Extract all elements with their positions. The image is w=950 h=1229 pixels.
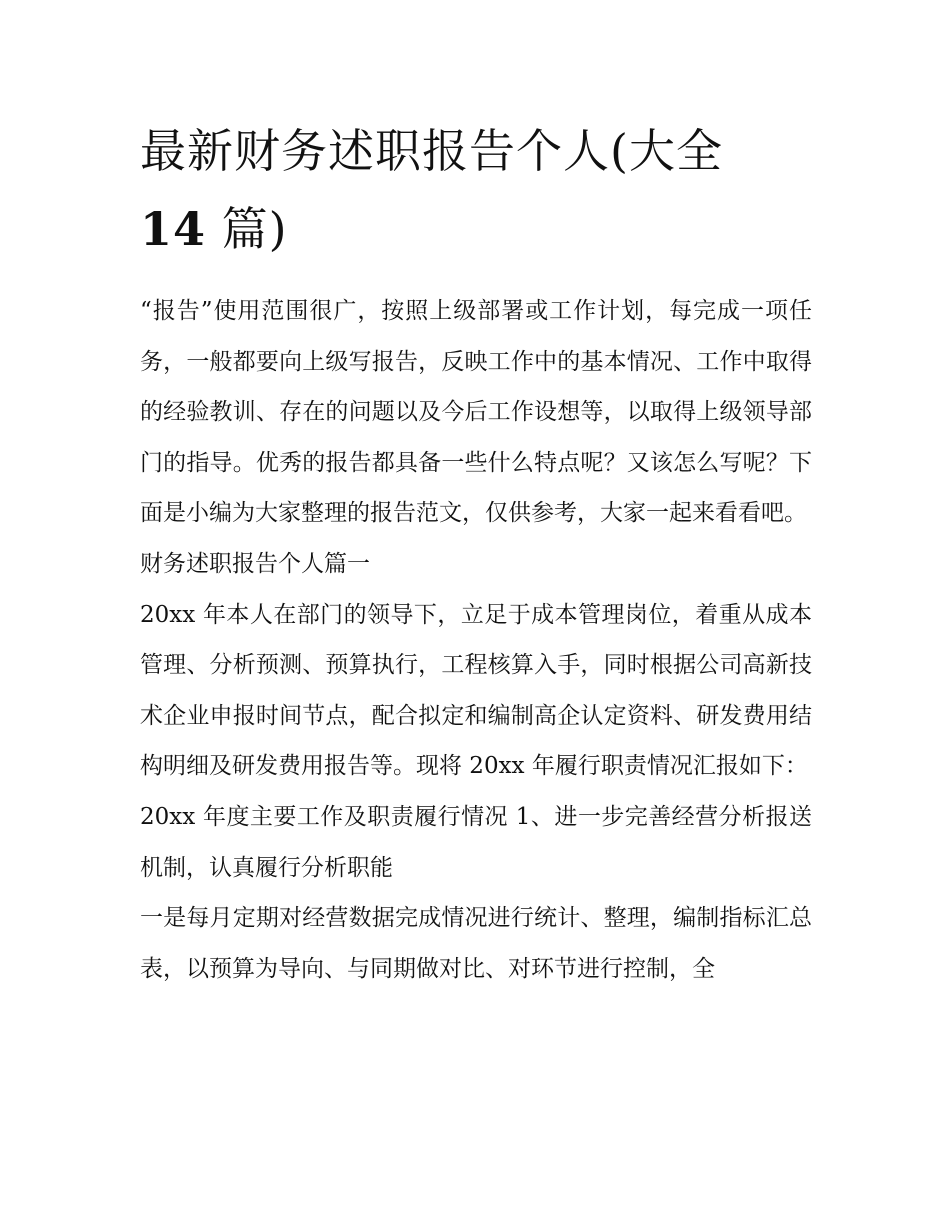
document-page (140, 112, 812, 994)
title-line-1: 最新财务述职报告个人(大全 (140, 124, 723, 178)
body-paragraph: 一是每月定期对经营数据完成情况进行统计、整理，编制指标汇总表，以预算为导向、与同期做对比、对环节进行控制，全 (140, 905, 812, 982)
section-heading: 财务述职报告个人篇一 (140, 550, 370, 577)
body-paragraph: 20xx 年本人在部门的领导下，立足于成本管理岗位，着重从成本管理、分析预测、预算执行，工程核算入手，同时根据公司高新技术企业申报时间节点，配合拟定和编制高企认定资料、研发费用结构明细及研发费用报告等。现将 20xx 年履行职责情况汇报如下： (140, 601, 812, 780)
document-body (140, 286, 812, 994)
body-paragraph: 20xx 年度主要工作及职责履行情况 1、进一步完善经营分析报送机制，认真履行分析职能 (140, 803, 812, 881)
intro-paragraph: “报告”使用范围很广，按照上级部署或工作计划，每完成一项任务，一般都要向上级写报告，反映工作中的基本情况、工作中取得的经验教训、存在的问题以及今后工作设想等，以取得上级领导部门的指导。优秀的报告都具备一些什么特点呢？又该怎么写呢？下面是小编为大家整理的报告范文，仅供参考，大家一起来看看吧。 (140, 298, 812, 527)
title-line-2: 篇) (221, 202, 288, 256)
title-number: 14 (140, 202, 207, 256)
document-title (140, 112, 812, 268)
